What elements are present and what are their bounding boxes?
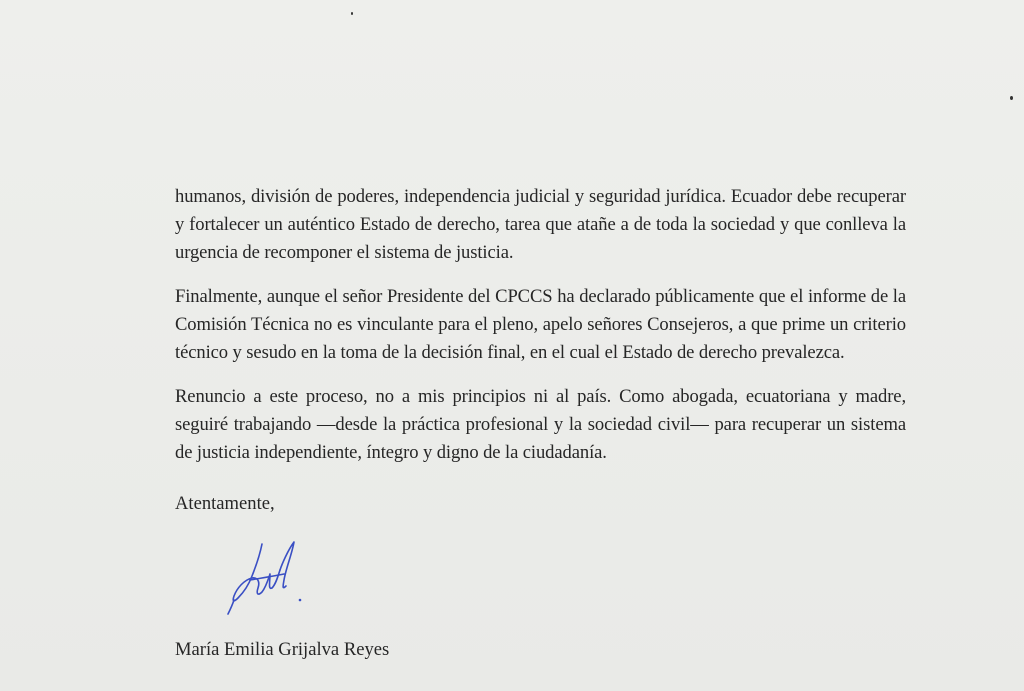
- paragraph-1: humanos, división de poderes, independencia judicial y seguridad jurídica. Ecuador debe recuperar y fortalecer un auténtico Estado de derecho, tarea que atañe a de toda la sociedad y que conlleva la urgencia de recomponer el sistema de justicia.: [175, 186, 906, 263]
- scan-speck: [1010, 96, 1013, 100]
- paragraph-3: Renuncio a este proceso, no a mis principios ni al país. Como abogada, ecuatoriana y madre, seguiré trabajando —desde la práctica profesional y la sociedad civil— para recuperar un sistema de justicia independiente, íntegro y digno de la ciudadanía.: [175, 386, 906, 463]
- signer-name: María Emilia Grijalva Reyes: [175, 639, 390, 660]
- closing-salutation: Atentamente,: [175, 493, 275, 514]
- scan-speck: [351, 12, 353, 15]
- letter-body: [175, 183, 906, 483]
- handwritten-signature: [222, 540, 322, 615]
- paragraph-2: Finalmente, aunque el señor Presidente del CPCCS ha declarado públicamente que el informe de la Comisión Técnica no es vinculante para el pleno, apelo señores Consejeros, a que prime un criterio técnico y sesudo en la toma de la decisión final, en el cual el Estado de derecho prevalezca.: [175, 286, 906, 363]
